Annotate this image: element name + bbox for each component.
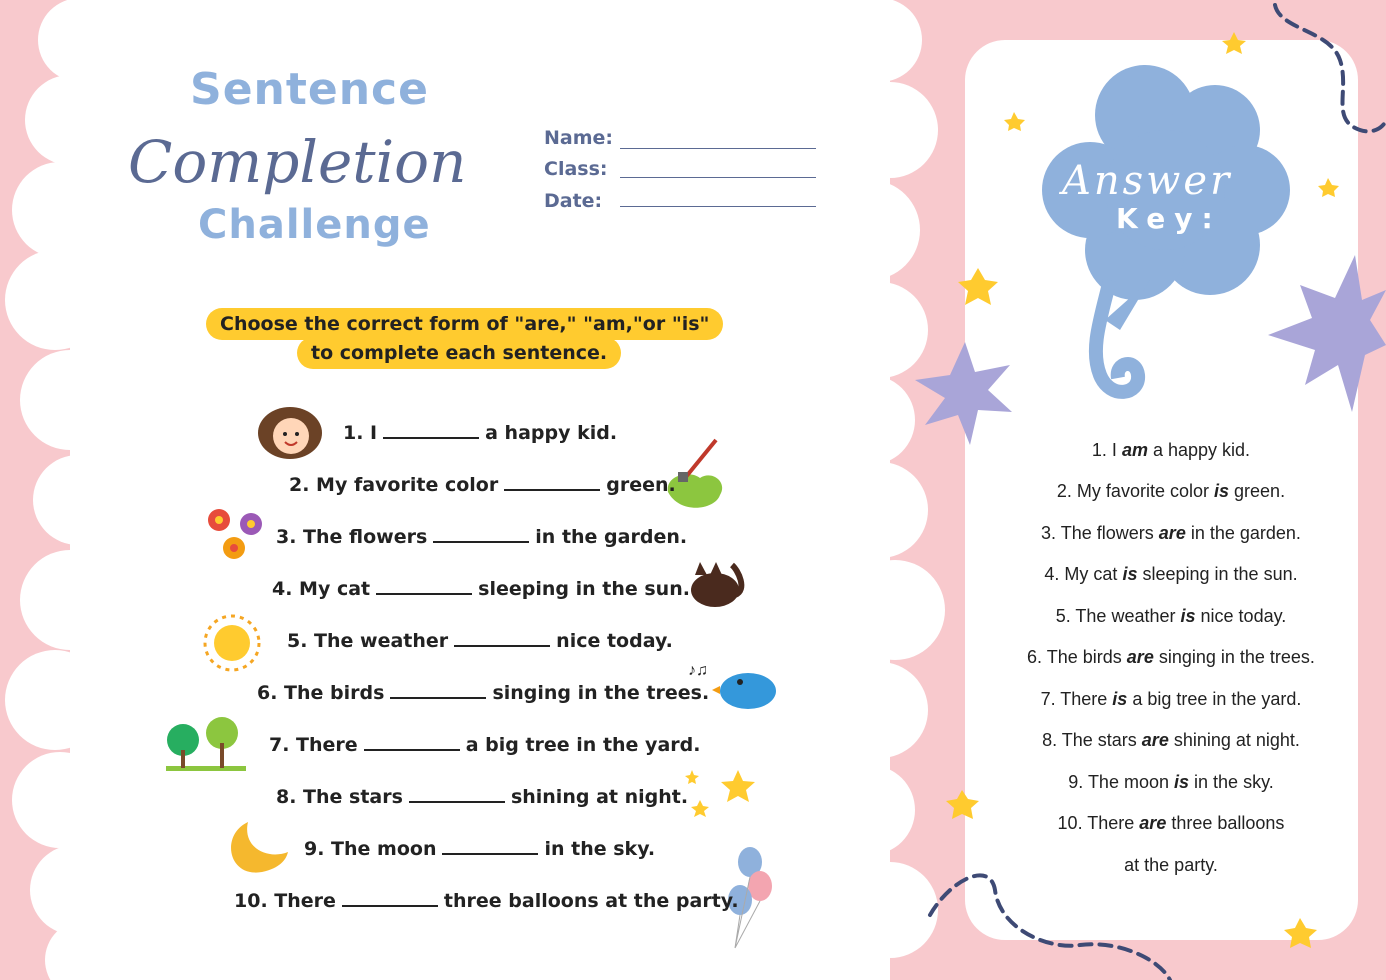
instruction-line-1: Choose the correct form of "are," "am,"or "is" [206, 308, 723, 340]
answer-blank[interactable] [342, 905, 438, 907]
answer-4: 4. My cat is sleeping in the sun. [1044, 564, 1298, 584]
question-2: 2. My favorite color green. [289, 474, 676, 496]
cat-icon [691, 562, 741, 607]
question-1: 1. I a happy kid. [343, 422, 618, 444]
answer-key-script: Answer [1062, 158, 1233, 204]
title-sentence: Sentence [190, 64, 429, 115]
answer-5: 5. The weather is nice today. [1055, 606, 1287, 626]
title-completion: Completion [128, 128, 467, 196]
question-5: 5. The weather nice today. [287, 630, 673, 652]
answer-7: 7. There is a big tree in the yard. [1040, 689, 1302, 709]
answer-10: 10. There are three balloons [1057, 813, 1285, 833]
answer-9: 9. The moon is in the sky. [1068, 772, 1274, 792]
title-challenge: Challenge [198, 202, 431, 248]
answer-blank[interactable] [504, 489, 600, 491]
class-field[interactable] [620, 177, 816, 178]
answer-10-continued: at the party. [1124, 855, 1218, 875]
name-label: Name: [544, 127, 614, 149]
date-label: Date: [544, 190, 603, 212]
answer-blank[interactable] [433, 541, 529, 543]
answer-2: 2. My favorite color is green. [1056, 481, 1286, 501]
instruction-line-2: to complete each sentence. [297, 337, 621, 369]
answer-6: 6. The birds are singing in the trees. [1027, 647, 1315, 667]
name-field[interactable] [620, 148, 816, 149]
question-4: 4. My cat sleeping in the sun. [272, 578, 690, 600]
answer-blank[interactable] [390, 697, 486, 699]
question-10: 10. There three balloons at the party. [234, 890, 739, 912]
date-field[interactable] [620, 206, 816, 207]
answer-blank[interactable] [442, 853, 538, 855]
class-label: Class: [544, 158, 608, 180]
question-7: 7. There a big tree in the yard. [269, 734, 701, 756]
answer-blank[interactable] [409, 801, 505, 803]
answer-blank[interactable] [454, 645, 550, 647]
answer-key-title: Key: [1116, 202, 1222, 235]
answer-blank[interactable] [383, 437, 479, 439]
answer-blank[interactable] [376, 593, 472, 595]
question-9: 9. The moon in the sky. [304, 838, 656, 860]
question-8: 8. The stars shining at night. [276, 786, 689, 808]
question-6: 6. The birds singing in the trees. [257, 682, 710, 704]
answer-8: 8. The stars are shining at night. [1042, 730, 1300, 750]
answer-blank[interactable] [364, 749, 460, 751]
answer-1: 1. I am a happy kid. [1091, 440, 1251, 460]
question-3: 3. The flowers in the garden. [276, 526, 688, 548]
answer-3: 3. The flowers are in the garden. [1041, 523, 1301, 543]
girl-icon [258, 407, 322, 459]
svg-text:♪♫: ♪♫ [688, 662, 708, 679]
